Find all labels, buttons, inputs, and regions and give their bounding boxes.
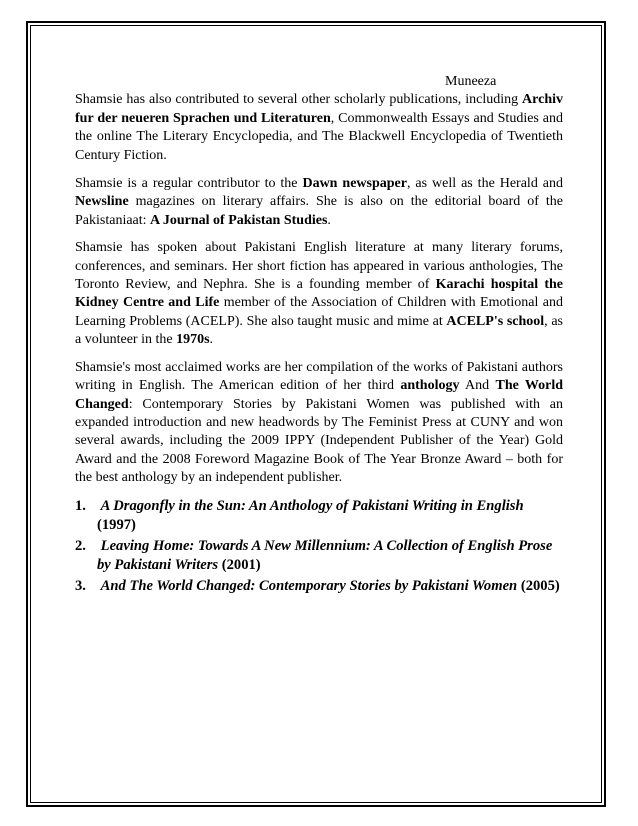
text: Shamsie has spoken about Pakistani English literature at many literary forums, conferences, and seminars. Her short fiction has appeared in various anthologies, The Toronto Review, and Nephra. She is a founding member of: [75, 240, 563, 293]
bold-text: Archiv fur der neueren Sprachen und Literaturen: [75, 92, 563, 126]
list-item: [75, 577, 563, 597]
paragraph-acclaimed-works: [75, 359, 563, 488]
work-year: (2001): [221, 557, 261, 574]
bold-text: 1970s: [176, 332, 210, 348]
work-title: Leaving Home: Towards A New Millennium: A Collection of English Prose by Pakistani Writers: [97, 537, 553, 574]
list-item: [75, 497, 563, 536]
work-title: A Dragonfly in the Sun: An Anthology of Pakistani Writing in English: [100, 497, 524, 514]
list-number: 1.: [75, 497, 86, 514]
paragraph-forums: [75, 239, 563, 349]
document-body: [75, 73, 563, 597]
text: Shamsie is a regular contributor to the: [75, 176, 303, 192]
work-title: And The World Changed: Contemporary Stories by Pakistani Women: [100, 577, 518, 594]
list-item: [75, 537, 563, 576]
bold-text: The World Changed: [75, 378, 564, 412]
bold-text: anthology: [400, 378, 460, 394]
text: , as a volunteer in the: [75, 313, 563, 348]
work-year: (2005): [520, 577, 560, 594]
bold-text: Newsline: [75, 194, 129, 210]
text: .: [327, 212, 331, 228]
text: , as well as the Herald and: [406, 176, 563, 192]
text: : Contemporary Stories by Pakistani Women was published with an expanded introduction and new headwords by The Feminist Press at CUNY and won several awards, including the 2009 IPPY (Independent Publisher of the Year) Gold Award and the 2008 Foreword Magazine Book of The Year Bronze Award – both for the best anthology by an independent publisher.: [75, 396, 563, 486]
bold-text: ACELP's school: [446, 313, 545, 329]
list-number: 2.: [75, 537, 86, 554]
text: And: [459, 378, 496, 394]
paragraph-contributor: [75, 175, 563, 230]
bold-text: A Journal of Pakistan Studies: [150, 212, 328, 228]
bold-text: Karachi hospital the Kidney Centre and Life: [75, 277, 564, 311]
list-number: 3.: [75, 577, 86, 594]
bold-text: Dawn newspaper: [302, 176, 407, 192]
text: Shamsie has also contributed to several other scholarly publications, including: [75, 92, 523, 108]
works-list: [75, 497, 563, 597]
work-year: (1997): [97, 517, 136, 534]
text: Shamsie's most acclaimed works are her compilation of the works of Pakistani authors writing in English. The American edition of her third: [75, 359, 563, 394]
text: magazines on literary affairs. She is also on the editorial board of the Pakistaniaat:: [75, 194, 563, 228]
text: .: [209, 332, 214, 348]
text: , Commonwealth Essays and Studies and the online The Literary Encyclopedia, and The Blackwell Encyclopedia of Twentieth Century Fiction.: [75, 110, 563, 163]
header-name: Muneeza: [445, 74, 497, 89]
paragraph-publications: [75, 91, 563, 165]
text: member of the Association of Children with Emotional and Learning Problems (ACELP). She also taught music and mime at: [75, 295, 563, 329]
